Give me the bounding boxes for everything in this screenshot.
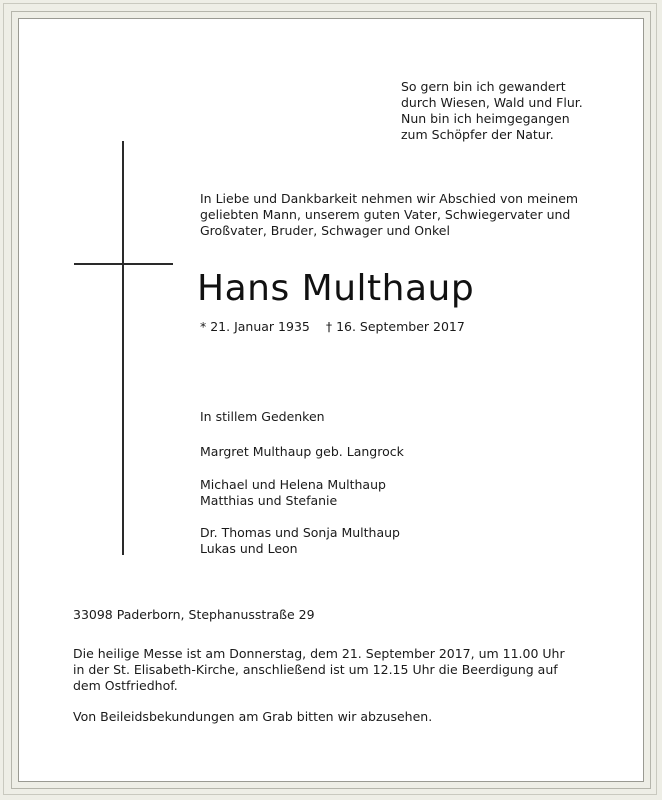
- life-dates: [200, 319, 465, 335]
- mourner-group: [200, 525, 400, 557]
- birth-date: * 21. Januar 1935: [200, 319, 310, 334]
- mourner-name: Margret Multhaup geb. Langrock: [200, 444, 404, 459]
- service-info: [73, 646, 613, 694]
- poem-line: zum Schöpfer der Natur.: [401, 127, 554, 142]
- mourner-name: Lukas und Leon: [200, 541, 298, 556]
- mourning-heading: In stillem Gedenken: [200, 409, 325, 424]
- deceased-name: Hans Multhaup: [197, 268, 475, 309]
- mourner-name: Matthias und Stefanie: [200, 493, 338, 508]
- address: 33098 Paderborn, Stephanusstraße 29: [73, 607, 315, 622]
- service-line: Die heilige Messe ist am Donnerstag, dem 21. September 2017, um 11.00 Uhr: [73, 646, 565, 661]
- condolence-note: Von Beileidsbekundungen am Grab bitten wir abzusehen.: [73, 709, 433, 724]
- poem: [401, 79, 583, 143]
- cross-icon-vertical-bar: [122, 141, 124, 555]
- service-line: dem Ostfriedhof.: [73, 678, 178, 693]
- mourner-group: [200, 477, 386, 509]
- mourner-name: Dr. Thomas und Sonja Multhaup: [200, 525, 400, 540]
- intro-line: geliebten Mann, unserem guten Vater, Schwiegervater und: [200, 207, 571, 222]
- mourner-name: Michael und Helena Multhaup: [200, 477, 386, 492]
- poem-line: durch Wiesen, Wald und Flur.: [401, 95, 583, 110]
- intro-line: In Liebe und Dankbarkeit nehmen wir Abschied von meinem: [200, 191, 579, 206]
- poem-line: So gern bin ich gewandert: [401, 79, 566, 94]
- cross-icon-horizontal-bar: [74, 263, 173, 265]
- poem-line: Nun bin ich heimgegangen: [401, 111, 570, 126]
- service-line: in der St. Elisabeth-Kirche, anschließend ist um 12.15 Uhr die Beerdigung auf: [73, 662, 558, 677]
- death-date: † 16. September 2017: [325, 319, 465, 334]
- intro-line: Großvater, Bruder, Schwager und Onkel: [200, 223, 450, 238]
- mourner-group: [200, 444, 404, 460]
- intro-text: [200, 191, 614, 239]
- obituary-card: [18, 18, 644, 782]
